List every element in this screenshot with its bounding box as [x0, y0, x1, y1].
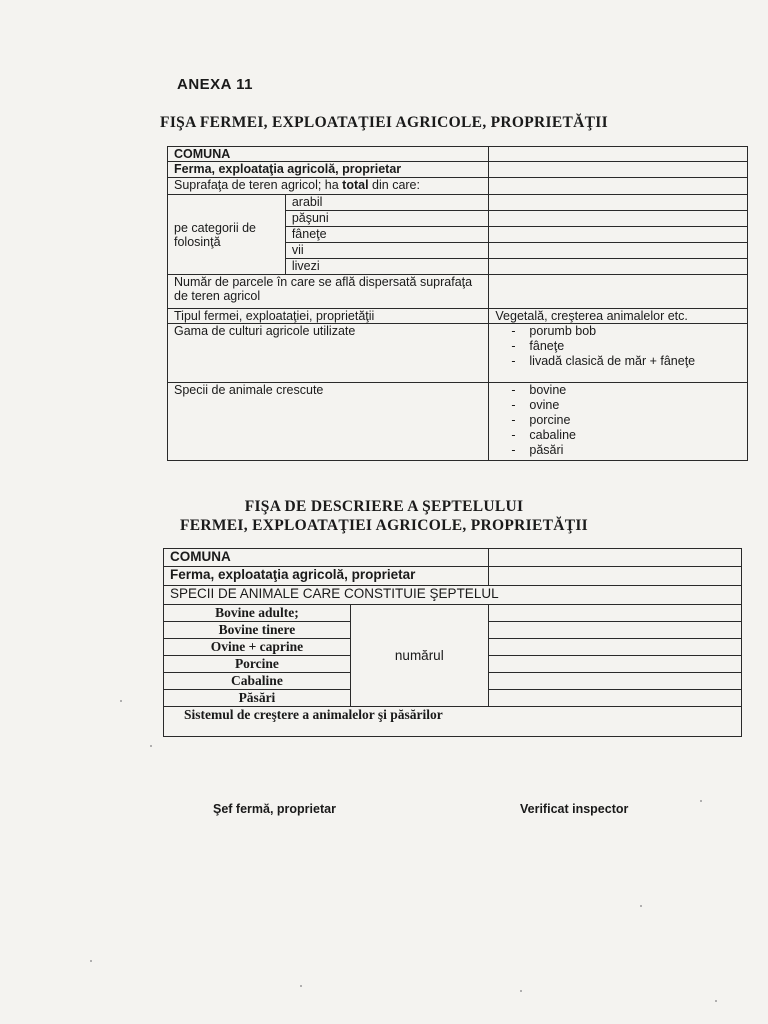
cell-species-value: [488, 656, 741, 673]
cell-tipul-value: Vegetală, creşterea animalelor etc.: [489, 309, 748, 324]
cell-species-bovine-tinere: Bovine tinere: [164, 622, 351, 639]
cell-species-ovine-caprine: Ovine + caprine: [164, 639, 351, 656]
form-title-farm-sheet: FIŞA FERMEI, EXPLOATAŢIEI AGRICOLE, PROPRIETĂŢII: [160, 114, 608, 131]
cell-categorie-value: [489, 227, 748, 243]
cell-ferma-value: [488, 567, 741, 586]
cell-categorie-arabil: arabil: [285, 195, 489, 211]
cell-categorie-pasuni: păşuni: [285, 211, 489, 227]
cell-categorie-livezi: livezi: [285, 259, 489, 275]
cell-categorii-label: pe categorii de folosinţă: [168, 195, 286, 275]
suprafata-prefix: Suprafaţa de teren agricol; ha: [174, 178, 343, 192]
scan-speck: [300, 985, 302, 987]
cell-parcele-value: [489, 275, 748, 309]
cell-species-cabaline: Cabaline: [164, 673, 351, 690]
cell-ferma-label: Ferma, exploataţia agricolă, proprietar: [168, 162, 489, 178]
signature-inspector: Verificat inspector: [520, 802, 629, 816]
cell-culturi-label: Gama de culturi agricole utilizate: [168, 324, 489, 383]
cell-species-porcine: Porcine: [164, 656, 351, 673]
cell-comuna-value: [489, 147, 748, 162]
scan-speck: [150, 745, 152, 747]
annex-label: ANEXA 11: [177, 76, 253, 93]
cell-species-value: [488, 673, 741, 690]
scan-speck: [520, 990, 522, 992]
cell-categorie-vii: vii: [285, 243, 489, 259]
scan-speck: [700, 800, 702, 802]
scan-speck: [640, 905, 642, 907]
suprafata-bold: total: [342, 178, 369, 192]
list-item: - păsări: [511, 443, 741, 458]
list-item: - livadă clasică de măr + fâneţe: [511, 354, 741, 369]
cell-specii-label: Specii de animale crescute: [168, 383, 489, 461]
cell-categorie-value: [489, 243, 748, 259]
list-item: - ovine: [511, 398, 741, 413]
cell-species-pasari: Păsări: [164, 690, 351, 707]
cell-ferma-value: [489, 162, 748, 178]
cell-species-value: [488, 639, 741, 656]
cell-numarul-label: numărul: [350, 605, 488, 707]
cell-categorie-value: [489, 259, 748, 275]
cell-comuna-label: COMUNA: [168, 147, 489, 162]
cell-suprafata-label: [168, 178, 489, 195]
cell-comuna-label: COMUNA: [164, 549, 489, 567]
cell-suprafata-value: [489, 178, 748, 195]
cell-categorie-value: [489, 211, 748, 227]
cell-comuna-value: [488, 549, 741, 567]
list-item: - bovine: [511, 383, 741, 398]
farm-sheet-table: [167, 146, 748, 461]
scan-speck: [715, 1000, 717, 1002]
cell-culturi-list: [489, 324, 748, 383]
cell-species-value: [488, 605, 741, 622]
cell-categorie-value: [489, 195, 748, 211]
scan-speck: [90, 960, 92, 962]
list-item: - cabaline: [511, 428, 741, 443]
cell-categorie-fanete: fâneţe: [285, 227, 489, 243]
cell-parcele-label: Număr de parcele în care se află dispersată suprafaţa de teren agricol: [168, 275, 489, 309]
list-item: - fâneţe: [511, 339, 741, 354]
livestock-sheet-table: [163, 548, 742, 737]
form-title-livestock-line2: FERMEI, EXPLOATAŢIEI AGRICOLE, PROPRIETĂŢII: [179, 517, 589, 534]
list-item: - porumb bob: [511, 324, 741, 339]
cell-tipul-label: Tipul fermei, exploataţiei, proprietăţii: [168, 309, 489, 324]
scan-speck: [120, 700, 122, 702]
cell-sistemul-label: Sistemul de creştere a animalelor şi păsărilor: [164, 707, 742, 737]
cell-species-value: [488, 690, 741, 707]
cell-specii-list: [489, 383, 748, 461]
suprafata-suffix: din care:: [368, 178, 420, 192]
cell-species-bovine-adulte: Bovine adulte;: [164, 605, 351, 622]
cell-ferma-label: Ferma, exploataţia agricolă, proprietar: [164, 567, 489, 586]
list-item: - porcine: [511, 413, 741, 428]
cell-specii-header: SPECII DE ANIMALE CARE CONSTITUIE ŞEPTELUL: [164, 586, 742, 605]
signature-farm-owner: Şef fermă, proprietar: [213, 802, 336, 816]
cell-species-value: [488, 622, 741, 639]
form-title-livestock-line1: FIŞA DE DESCRIERE A ŞEPTELULUI: [244, 498, 524, 515]
